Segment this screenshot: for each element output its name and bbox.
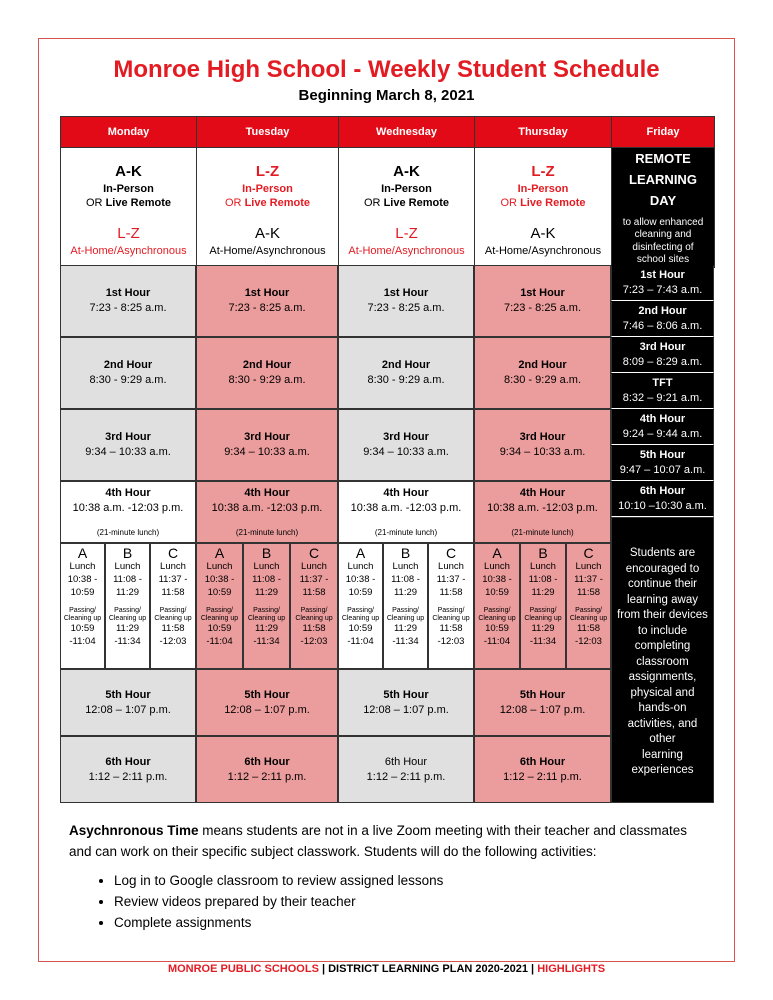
lunch-time: 11:29	[393, 587, 418, 599]
hour-time: 12:08 – 1:07 p.m.	[499, 703, 586, 716]
list-item: • Review videos prepared by their teacher	[114, 891, 443, 912]
day-header-wednesday: Wednesday	[339, 117, 475, 148]
lunch-cell	[150, 543, 196, 669]
group-secondary: L-Z	[395, 225, 418, 243]
passing-label: Cleaning up	[341, 614, 380, 622]
group-primary: A-K	[115, 163, 142, 181]
friday-message-line: continue their	[627, 578, 698, 590]
lunch-time: 11:37 -	[299, 574, 329, 586]
hour-name: 6th Hour	[105, 755, 151, 768]
hour-time: 12:08 – 1:07 p.m.	[363, 703, 449, 716]
or-label: OR	[225, 197, 242, 210]
lunch-time: 11:58	[161, 587, 185, 599]
hour-name: 3rd Hour	[519, 431, 566, 444]
hour-name: 2nd Hour	[518, 359, 567, 372]
group-primary: L-Z	[531, 163, 555, 181]
day-header-friday: Friday	[612, 117, 715, 148]
async-label: At-Home/Asynchronous	[209, 244, 326, 257]
friday-note-line: to allow enhanced	[622, 216, 704, 228]
lunch-time: 11:08 -	[391, 574, 420, 586]
hour-cell-tuesday	[196, 736, 338, 803]
footer-separator: |	[528, 963, 538, 975]
passing-time: -11:04	[347, 635, 374, 647]
passing-label: Passing/	[300, 606, 328, 614]
hour-cell-monday	[60, 337, 196, 409]
hour-name: 6th Hour	[384, 755, 428, 768]
lunch-time: 11:58	[576, 587, 601, 599]
lunch-letter: C	[308, 545, 320, 561]
lunch-time: 11:29	[531, 587, 555, 599]
passing-time: 10:59	[70, 622, 95, 634]
passing-time: -12:03	[437, 635, 465, 647]
hour-time: 8:30 - 9:29 a.m.	[89, 374, 167, 386]
or-label: OR	[86, 197, 103, 210]
lunch-label: Lunch	[206, 561, 233, 573]
group-cell-monday	[61, 148, 197, 268]
group-primary: L-Z	[255, 163, 280, 181]
in-person-label: In-Person	[103, 182, 154, 195]
friday-slot	[611, 409, 714, 445]
friday-slot	[611, 481, 714, 517]
passing-label: Cleaning up	[524, 614, 562, 622]
hour-name: 4th Hour	[105, 487, 151, 499]
friday-message-line: classroom	[636, 655, 689, 668]
friday-message-line: learning	[642, 748, 683, 761]
friday-slot-name: 4th Hour	[639, 413, 686, 426]
hour-name: 1st Hour	[520, 287, 565, 300]
hour-name: 4th Hour	[383, 487, 429, 499]
hour-time: 10:38 a.m. -12:03 p.m.	[350, 501, 462, 514]
friday-slot	[611, 265, 714, 301]
passing-time: -11:34	[392, 635, 419, 647]
lunch-time: 11:08 -	[528, 574, 558, 586]
async-paragraph	[69, 820, 709, 862]
friday-slot-time: 7:23 – 7:43 a.m.	[622, 284, 703, 296]
friday-slot-time: 10:10 –10:30 a.m.	[618, 500, 707, 512]
hour-name: 4th Hour	[244, 487, 290, 499]
footer-separator: |	[318, 963, 329, 975]
friday-message-line: physical and	[630, 686, 695, 699]
lunch-time: 10:38 -	[482, 574, 512, 586]
friday-note-line: cleaning and	[634, 229, 692, 241]
hour-time: 7:23 - 8:25 a.m.	[89, 302, 167, 314]
lunch-time: 10:38 -	[204, 574, 235, 586]
lunch-time: 10:38 -	[345, 574, 376, 586]
passing-label: Cleaning up	[478, 614, 516, 622]
hour-time: 9:34 – 10:33 a.m.	[85, 446, 171, 458]
or-label: OR	[364, 197, 381, 210]
hour-cell-monday	[60, 736, 196, 803]
lunch-label: Lunch	[484, 561, 510, 573]
hour-cell-thursday	[474, 337, 611, 409]
hour-time: 7:23 - 8:25 a.m.	[367, 302, 445, 314]
lunch-cell	[105, 543, 150, 669]
lunch-label: Lunch	[530, 561, 556, 573]
lunch-cell	[60, 543, 105, 669]
passing-label: Passing/	[347, 606, 374, 614]
friday-note-line: school sites	[636, 254, 690, 266]
hour-name: 2nd Hour	[381, 359, 431, 372]
hour-name: 1st Hour	[383, 287, 429, 300]
friday-slot-name: 5th Hour	[639, 449, 686, 462]
passing-label: Passing/	[159, 606, 187, 614]
page-title: Monroe High School - Weekly Student Schedule	[113, 56, 660, 83]
lunch-time: 10:59	[207, 587, 232, 599]
passing-label: Passing/	[575, 606, 602, 614]
day-header-thursday: Thursday	[475, 117, 612, 148]
lunch-label: Lunch	[575, 561, 602, 573]
passing-label: Passing/	[253, 606, 280, 614]
hour-name: 1st Hour	[244, 287, 290, 300]
lunch-cell	[474, 543, 520, 669]
footer-right: HIGHLIGHTS	[537, 963, 606, 975]
activities-list	[72, 870, 443, 933]
lunch-cell	[566, 543, 611, 669]
friday-slot-name: 3rd Hour	[639, 341, 686, 354]
friday-message-line: from their devices	[617, 609, 708, 621]
live-remote-label: Live Remote	[105, 197, 171, 210]
hour-cell-monday	[60, 265, 196, 337]
passing-time: 11:58	[439, 622, 463, 634]
hour-cell-wednesday	[338, 669, 474, 736]
lunch-letter: C	[167, 545, 179, 561]
lunch-label: Lunch	[160, 561, 186, 573]
hour-cell-monday	[60, 669, 196, 736]
hour-time: 10:38 a.m. -12:03 p.m.	[487, 501, 598, 514]
hour-cell-monday	[60, 481, 196, 543]
lunch-label: Lunch	[438, 561, 464, 573]
hour-cell-tuesday	[196, 481, 338, 543]
hour-cell-wednesday	[338, 481, 474, 543]
hour-name: 5th Hour	[105, 688, 151, 701]
friday-message-line: Students are	[629, 547, 696, 559]
friday-title-line: REMOTE	[635, 151, 691, 166]
friday-slot-name: 6th Hour	[639, 485, 686, 498]
lunch-label: Lunch	[301, 561, 327, 573]
hour-time: 12:08 – 1:07 p.m.	[224, 703, 310, 716]
hour-name: 4th Hour	[519, 487, 566, 499]
passing-time: -12:03	[159, 635, 187, 647]
lunch-letter: B	[400, 545, 411, 561]
group-secondary: A-K	[530, 225, 556, 243]
lunch-letter: A	[77, 545, 88, 561]
hour-time: 9:34 – 10:33 a.m.	[224, 446, 310, 458]
lunch-letter: A	[355, 545, 366, 561]
group-secondary: L-Z	[117, 225, 140, 243]
lunch-label: Lunch	[253, 561, 280, 573]
in-person-label: In-Person	[242, 182, 293, 195]
passing-time: -11:04	[483, 635, 511, 647]
hour-cell-thursday	[474, 409, 611, 481]
passing-label: Cleaning up	[247, 614, 286, 622]
hour-cell-thursday	[474, 481, 611, 543]
live-remote-label: Live Remote	[244, 197, 310, 210]
live-remote-label: Live Remote	[383, 197, 449, 210]
lunch-label: Lunch	[69, 561, 96, 573]
in-person-label: In-Person	[517, 182, 569, 195]
group-primary: A-K	[393, 163, 420, 181]
passing-label: Passing/	[437, 606, 465, 614]
lunch-cell	[196, 543, 243, 669]
list-item: • Complete assignments	[114, 912, 443, 933]
hour-cell-thursday	[474, 265, 611, 337]
footer-middle: DISTRICT LEARNING PLAN 2020-2021	[328, 963, 528, 975]
passing-time: 10:59	[348, 622, 373, 634]
friday-message-line: activities, and	[627, 717, 698, 730]
lunch-time: 11:29	[115, 587, 140, 599]
passing-time: 11:29	[531, 622, 555, 634]
lunch-time: 10:59	[485, 587, 509, 599]
hour-cell-wednesday	[338, 409, 474, 481]
hour-cell-thursday	[474, 736, 611, 803]
lunch-letter: A	[214, 545, 225, 561]
lunch-time: 11:37 -	[436, 574, 466, 586]
friday-slot-time: 7:46 – 8:06 a.m.	[622, 320, 703, 332]
passing-label: Cleaning up	[63, 614, 102, 622]
hour-name: 5th Hour	[244, 688, 290, 701]
friday-title-line: DAY	[649, 192, 677, 208]
hour-cell-thursday	[474, 669, 611, 736]
passing-time: -11:34	[529, 635, 557, 647]
passing-time: 10:59	[207, 622, 232, 634]
lunch-letter: B	[122, 545, 133, 561]
friday-slot-name: TFT	[652, 377, 673, 390]
friday-slot	[611, 301, 714, 337]
async-label: At-Home/Asynchronous	[484, 244, 602, 257]
passing-label: Passing/	[529, 606, 557, 614]
async-label: At-Home/Asynchronous	[70, 244, 187, 257]
friday-slot-time: 8:09 – 8:29 a.m.	[622, 356, 703, 368]
hour-time: 9:34 – 10:33 a.m.	[499, 446, 586, 458]
lunch-time: 10:59	[70, 587, 95, 599]
day-header-monday: Monday	[61, 117, 197, 148]
passing-label: Cleaning up	[386, 614, 425, 622]
hour-time: 10:38 a.m. -12:03 p.m.	[211, 501, 323, 514]
hour-name: 2nd Hour	[103, 359, 153, 372]
passing-label: Cleaning up	[154, 614, 192, 622]
lunch-note: (21-minute lunch)	[374, 527, 438, 537]
lunch-cell	[243, 543, 290, 669]
async-term: Asychnronous Time	[69, 823, 199, 838]
hour-time: 10:38 a.m. -12:03 p.m.	[72, 501, 184, 514]
page-subtitle: Beginning March 8, 2021	[298, 87, 475, 104]
friday-message-line: other	[649, 733, 676, 745]
lunch-cell	[383, 543, 428, 669]
hour-time: 1:12 – 2:11 p.m.	[88, 770, 168, 783]
group-cell-thursday	[475, 148, 612, 268]
hour-name: 1st Hour	[105, 287, 151, 300]
friday-title-line: LEARNING	[629, 171, 697, 187]
friday-message-line: experiences	[631, 764, 694, 776]
hour-name: 6th Hour	[519, 755, 566, 768]
hour-cell-wednesday	[338, 265, 474, 337]
in-person-label: In-Person	[381, 182, 432, 195]
friday-note-line: disinfecting of	[632, 241, 694, 253]
hour-time: 8:30 - 9:29 a.m.	[228, 374, 306, 386]
hour-cell-monday	[60, 409, 196, 481]
schedule-table	[60, 116, 715, 268]
passing-label: Passing/	[206, 606, 233, 614]
hour-cell-wednesday	[338, 736, 474, 803]
hour-cell-tuesday	[196, 409, 338, 481]
passing-time: -11:04	[69, 635, 96, 647]
group-cell-wednesday	[339, 148, 475, 268]
friday-message-line: assignments,	[628, 671, 697, 683]
hour-cell-wednesday	[338, 337, 474, 409]
friday-slot-name: 1st Hour	[640, 269, 685, 282]
passing-time: 11:29	[115, 622, 140, 634]
hour-name: 6th Hour	[244, 755, 290, 768]
hour-time: 7:23 - 8:25 a.m.	[228, 302, 306, 314]
footer-left: MONROE PUBLIC SCHOOLS	[167, 963, 319, 975]
passing-time: -11:04	[206, 635, 233, 647]
hour-time: 12:08 – 1:07 p.m.	[85, 703, 171, 716]
passing-label: Passing/	[483, 606, 511, 614]
lunch-time: 11:58	[439, 587, 463, 599]
lunch-label: Lunch	[347, 561, 374, 573]
passing-time: -11:34	[253, 635, 280, 647]
lunch-letter: C	[445, 545, 457, 561]
passing-time: 10:59	[485, 622, 509, 634]
hour-time: 8:30 - 9:29 a.m.	[367, 374, 445, 386]
friday-slot-time: 9:47 – 10:07 a.m.	[619, 464, 706, 476]
lunch-label: Lunch	[114, 561, 141, 573]
friday-slot-name: 2nd Hour	[638, 305, 687, 318]
passing-label: Cleaning up	[200, 614, 239, 622]
passing-time: 11:29	[393, 622, 418, 634]
lunch-time: 11:58	[302, 587, 326, 599]
passing-label: Cleaning up	[108, 614, 147, 622]
lunch-cell	[520, 543, 566, 669]
lunch-time: 10:59	[348, 587, 373, 599]
group-cell-tuesday	[197, 148, 339, 268]
lunch-letter: A	[492, 545, 502, 561]
hour-name: 3rd Hour	[105, 431, 151, 444]
group-secondary: A-K	[254, 225, 280, 243]
lunch-letter: C	[583, 545, 594, 561]
hour-name: 3rd Hour	[383, 431, 429, 444]
passing-label: Passing/	[392, 606, 419, 614]
passing-label: Cleaning up	[569, 614, 608, 622]
passing-time: 11:58	[302, 622, 326, 634]
lunch-cell	[290, 543, 338, 669]
day-header-tuesday: Tuesday	[197, 117, 339, 148]
passing-label: Passing/	[69, 606, 96, 614]
friday-message-line: learning away	[627, 593, 698, 606]
passing-time: -12:03	[300, 635, 328, 647]
hour-name: 3rd Hour	[244, 431, 290, 444]
lunch-note: (21-minute lunch)	[511, 527, 574, 537]
lunch-time: 11:29	[254, 587, 279, 599]
lunch-note: (21-minute lunch)	[235, 527, 299, 537]
hour-time: 8:30 - 9:29 a.m.	[503, 374, 582, 386]
hour-name: 5th Hour	[383, 688, 429, 701]
hour-time: 1:12 – 2:11 p.m.	[503, 770, 582, 783]
friday-message	[611, 517, 714, 803]
passing-time: 11:58	[576, 622, 601, 634]
hour-cell-tuesday	[196, 265, 338, 337]
lunch-cell	[428, 543, 474, 669]
lunch-time: 11:08 -	[113, 574, 142, 586]
friday-message-line: completing	[634, 640, 691, 652]
passing-label: Cleaning up	[295, 614, 333, 622]
list-item: • Log in to Google classroom to review assigned lessons	[114, 870, 443, 891]
lunch-time: 11:37 -	[158, 574, 188, 586]
or-label: OR	[500, 197, 517, 210]
hour-time: 9:34 – 10:33 a.m.	[363, 446, 449, 458]
friday-message-line: to include	[637, 624, 688, 637]
live-remote-label: Live Remote	[520, 197, 586, 210]
hour-name: 5th Hour	[519, 688, 566, 701]
passing-time: -11:34	[114, 635, 141, 647]
hour-time: 1:12 – 2:11 p.m.	[366, 770, 446, 783]
hour-cell-tuesday	[196, 669, 338, 736]
friday-message-line: hands-on	[638, 702, 687, 714]
friday-message-line: encouraged to	[625, 562, 700, 575]
friday-slot	[611, 445, 714, 481]
passing-label: Cleaning up	[432, 614, 470, 622]
passing-time: -12:03	[575, 635, 602, 647]
async-description: means students are not in a live Zoom meeting with their teacher and classmates and can work on their specific subject classwork. Students will do the following activities:	[69, 823, 688, 859]
footer	[0, 963, 773, 975]
hour-time: 7:23 - 8:25 a.m.	[503, 302, 582, 314]
lunch-letter: B	[538, 545, 548, 561]
hour-time: 1:12 – 2:11 p.m.	[227, 770, 307, 783]
lunch-letter: B	[261, 545, 272, 561]
friday-slot-time: 8:32 – 9:21 a.m.	[622, 392, 703, 404]
passing-label: Passing/	[114, 606, 141, 614]
friday-slot-time: 9:24 – 9:44 a.m.	[622, 428, 703, 440]
passing-time: 11:58	[161, 622, 185, 634]
lunch-time: 11:37 -	[574, 574, 603, 586]
friday-slot	[611, 337, 714, 373]
hour-name: 2nd Hour	[242, 359, 292, 372]
hour-cell-tuesday	[196, 337, 338, 409]
friday-remote-day	[612, 148, 715, 268]
lunch-time: 10:38 -	[67, 574, 98, 586]
lunch-cell	[338, 543, 383, 669]
friday-slot	[611, 373, 714, 409]
lunch-time: 11:08 -	[252, 574, 281, 586]
passing-time: 11:29	[254, 622, 279, 634]
lunch-label: Lunch	[392, 561, 419, 573]
async-label: At-Home/Asynchronous	[348, 244, 465, 257]
lunch-note: (21-minute lunch)	[96, 527, 160, 537]
